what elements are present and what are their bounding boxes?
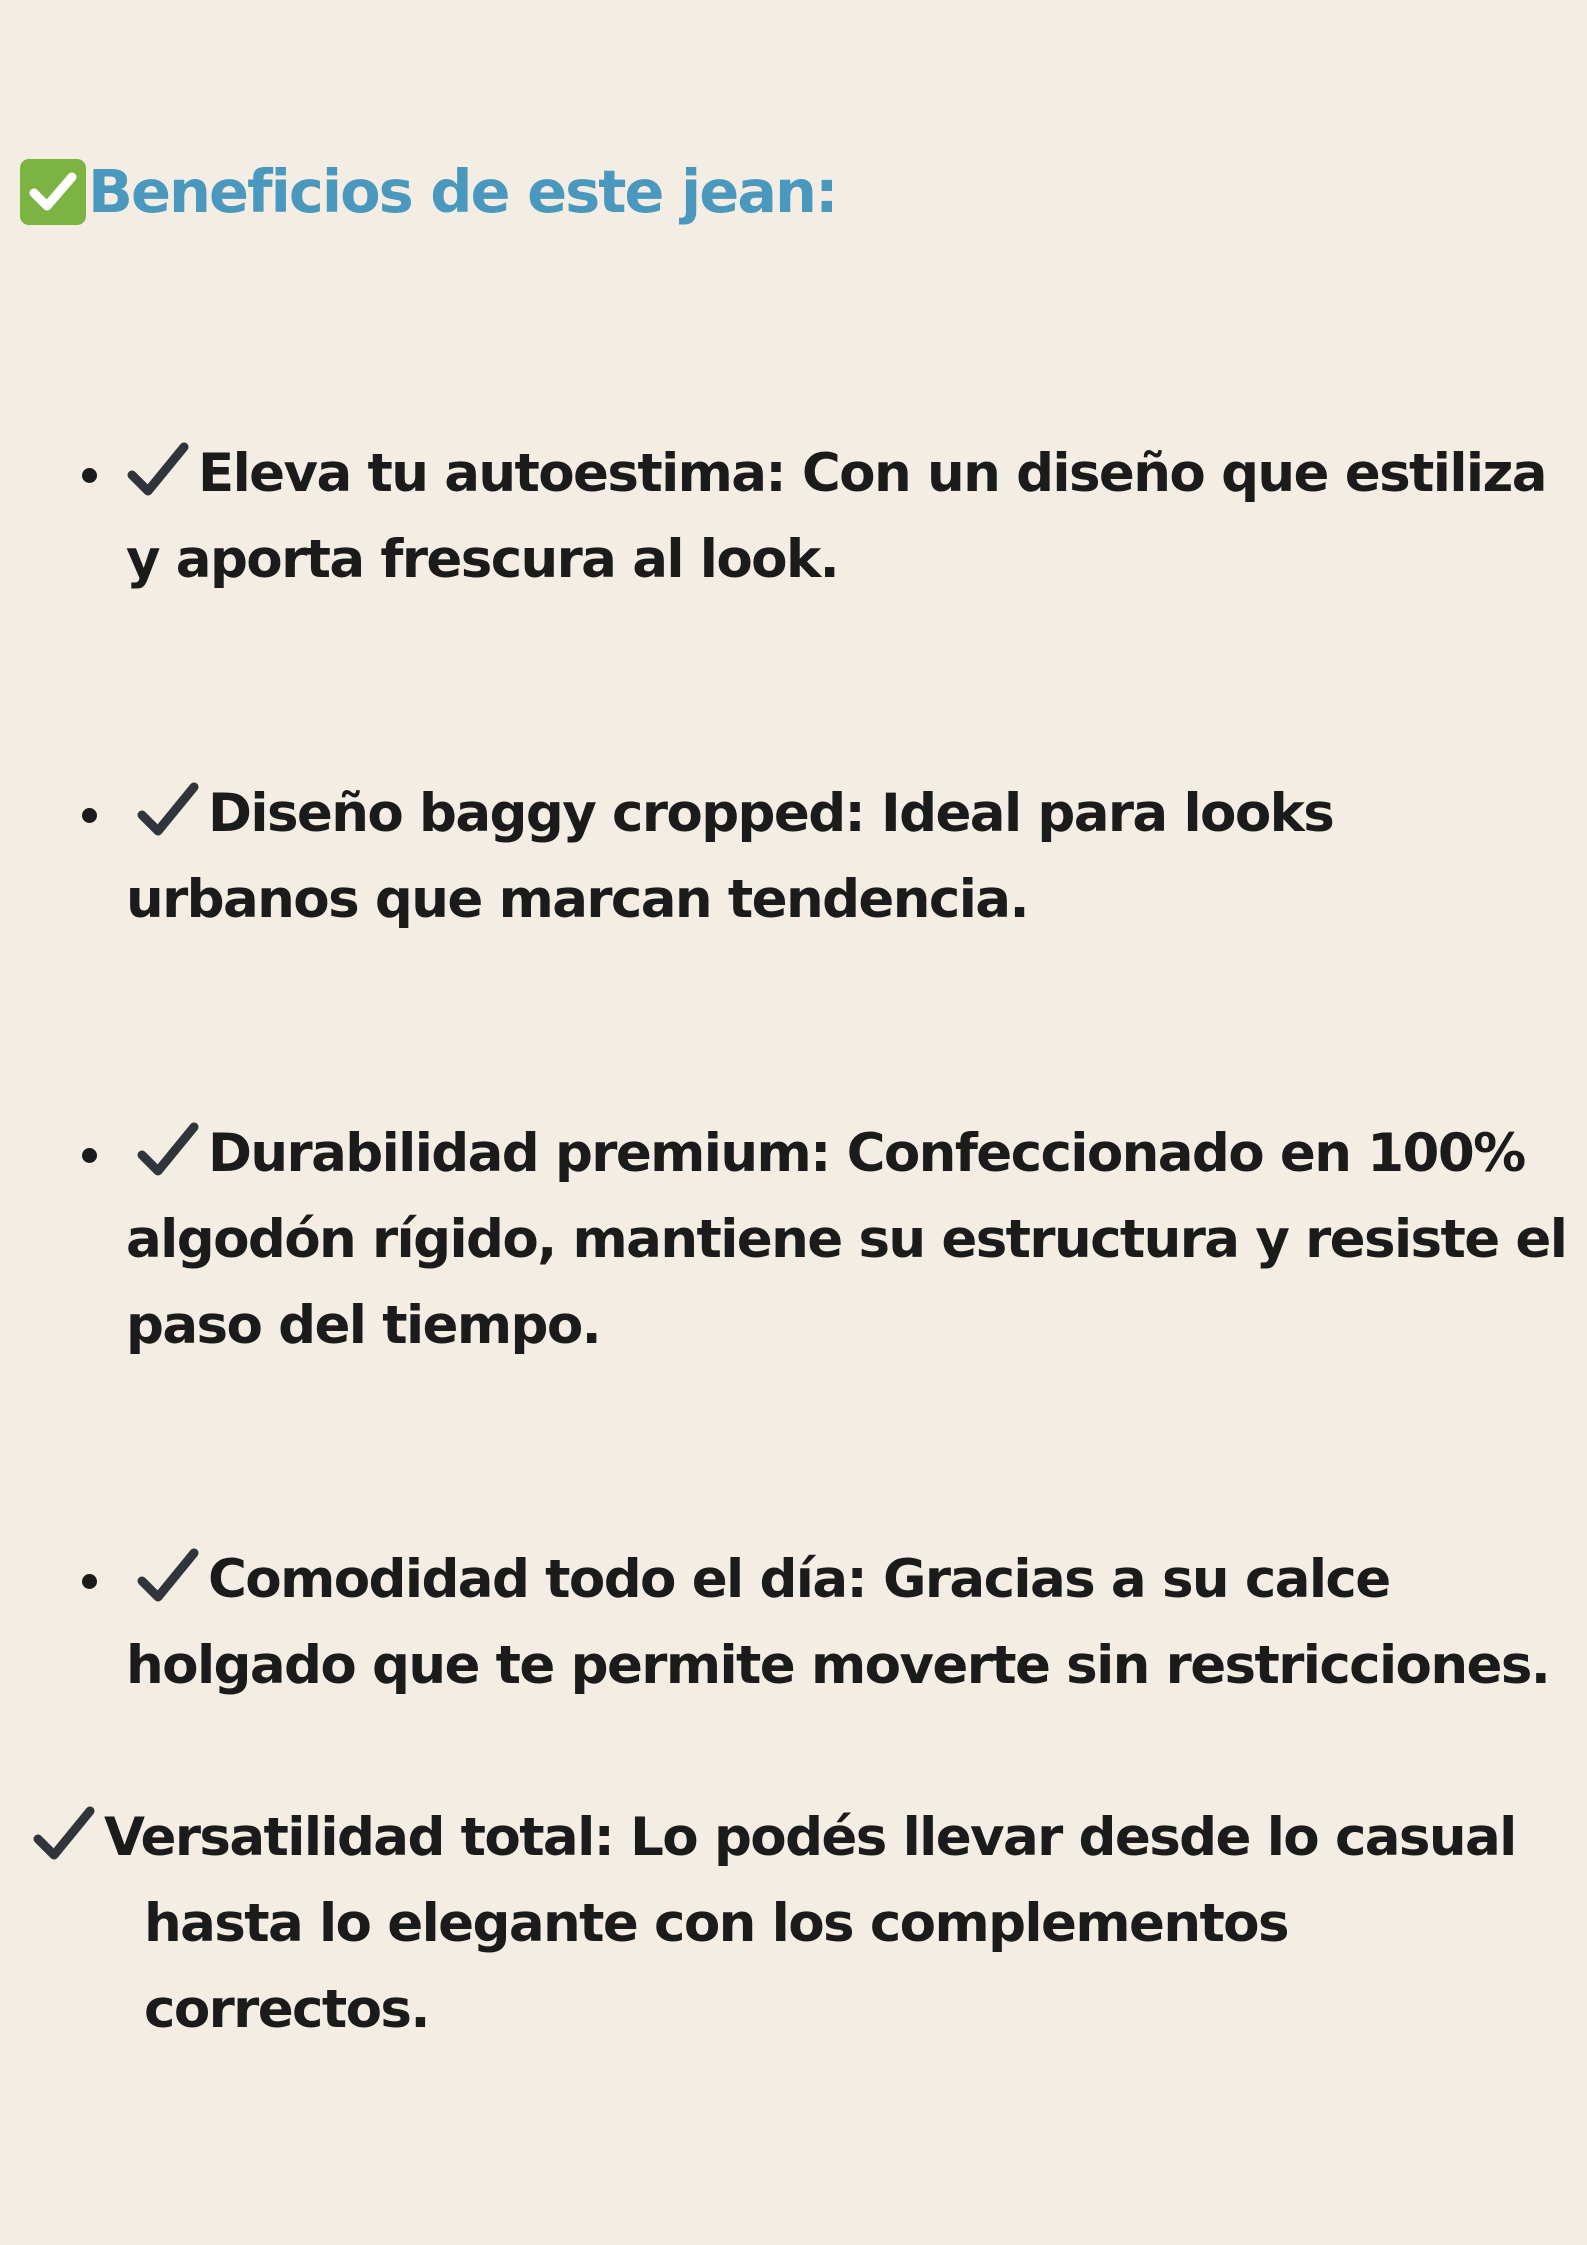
benefit-line: correctos. (144, 1979, 429, 2040)
benefit-line: y aporta frescura al look. (126, 529, 839, 590)
heading-text: Beneficios de este jean: (88, 157, 837, 226)
check-mark-icon (32, 1803, 96, 1865)
benefit-line: urbanos que marcan tendencia. (126, 869, 1028, 930)
benefit-line: Durabilidad premium: Confeccionado en 100% (126, 1111, 1566, 1197)
page-heading (20, 152, 837, 232)
benefit-item (32, 1795, 1516, 2053)
benefit-line: Comodidad todo el día: Gracias a su calce (126, 1537, 1549, 1623)
benefit-line: Eleva tu autoestima: Con un diseño que estiliza (126, 431, 1546, 517)
benefit-item (126, 771, 1333, 943)
benefit-line: Versatilidad total: Lo podés llevar desde lo casual (32, 1795, 1516, 1881)
bullet-icon (82, 1574, 97, 1589)
benefit-item (126, 431, 1546, 603)
bullet-icon (82, 808, 97, 823)
bullet-icon (82, 1148, 97, 1163)
benefit-line: algodón rígido, mantiene su estructura y resiste el (126, 1209, 1567, 1270)
benefit-line: paso del tiempo. (126, 1295, 601, 1356)
benefit-line: Diseño baggy cropped: Ideal para looks (126, 771, 1333, 857)
check-mark-icon (136, 1545, 200, 1607)
benefit-item (126, 1537, 1549, 1709)
benefit-item (126, 1111, 1566, 1369)
check-mark-icon (136, 1119, 200, 1181)
benefit-line: holgado que te permite moverte sin restricciones. (126, 1635, 1550, 1696)
check-mark-icon (136, 779, 200, 841)
benefit-line: hasta lo elegante con los complementos (144, 1893, 1288, 1954)
check-mark-button-icon (20, 159, 86, 225)
check-mark-icon (126, 439, 190, 501)
bullet-icon (82, 468, 97, 483)
